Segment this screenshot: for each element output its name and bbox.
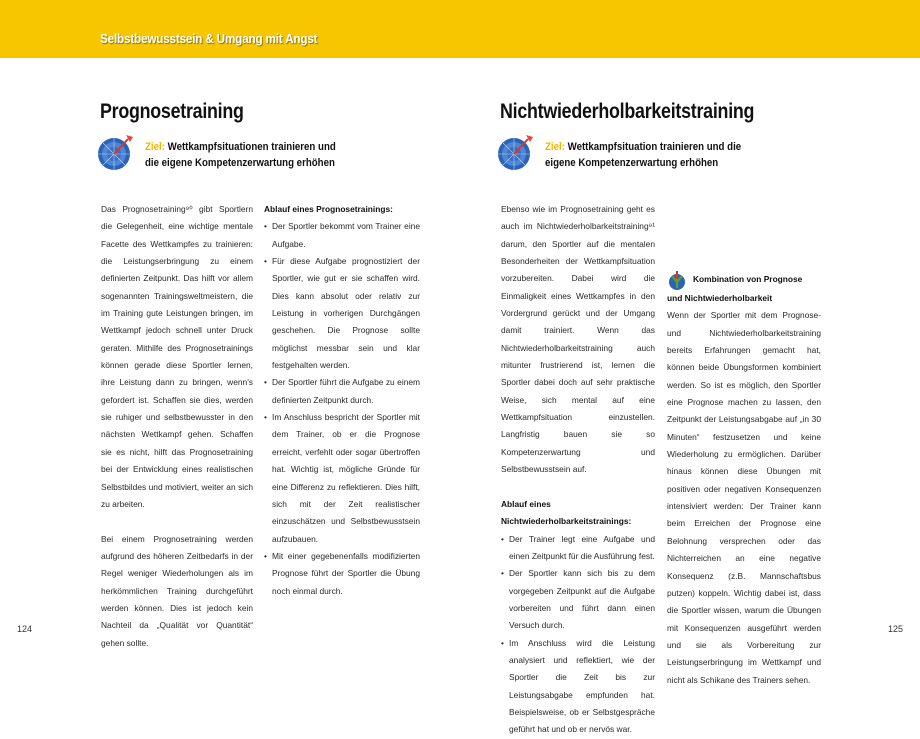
list-item: • Im Anschluss wird die Leistung analysiert und reflektiert, wie der Sportler die Zeit bis zur Leistungsabgabe empfunden hat. Beispielsweise, ob er Selbstgespräche geführt hat und ob er nervös war.: [501, 635, 655, 704]
dartboard-icon: [496, 132, 536, 172]
combination-heading: [667, 270, 821, 290]
section-title-prognosetraining: Prognosetraining: [100, 100, 244, 123]
page-number-left: 124: [17, 624, 33, 634]
goal-line-2: eigene Kompetenzerwartung erhöhen: [545, 157, 719, 169]
right-column-1: [501, 201, 655, 735]
procedure-heading: Ablauf eines Prognosetrainings:: [264, 204, 393, 214]
page-number-right: 125: [888, 624, 904, 634]
goal-line-1: Wettkampfsituationen trainieren und: [167, 141, 336, 153]
section-title-nichtwiederholbarkeitstraining: Nichtwiederholbarkeitstraining: [500, 100, 755, 123]
procedure-heading: Ablauf eines: [501, 498, 551, 509]
paragraph: Ebenso wie im Prognosetraining geht es auch im Nichtwiederholbarkeitstraining⁹¹ darum, den Sportler auf die mentalen Besonderheiten der Wettkampfsituation vorzubereiten. Dabei wird die Einmaligkeit eines Wettkampfes in den Vordergrund gerückt und der Umgang damit trainiert. Wenn das Nichtwiederholbarkeitstraining auch mitunter frustrierend ist, lernen die Sportler dabei doch auf sehr praktische Weise, sich mental auf eine Wettkampfsituation einzustellen. Langfristig bauen sie so Kompetenzerwartung und Selbstbewusstsein auf.: [501, 204, 655, 475]
goal-statement: [545, 139, 741, 171]
goal-label: Ziel:: [545, 141, 565, 153]
left-column-2: [264, 201, 420, 600]
combination-icon: [667, 270, 687, 290]
list-item: • Im Anschluss bespricht der Sportler mit dem Trainer, ob er die Prognose erreicht, verfehlt oder sogar übertroffen hat. Wichtig ist, mögliche Gründe für eine Differenz zu reflektieren. Dies hilft, sich mit der Zeit realistischer einzuschätzen und Selbstbewusstsein aufzubauen.: [264, 409, 420, 548]
goal-label: Ziel:: [145, 141, 165, 153]
list-item: • Der Sportler kann sich bis zu dem vorgegeben Zeitpunkt auf die Aufgabe vorbereiten und führt dann einen Versuch durch.: [501, 565, 655, 634]
chapter-title: Selbstbewusstsein & Umgang mit Angst: [100, 31, 318, 46]
list-item: • Der Sportler bekommt vom Trainer eine Aufgabe.: [264, 218, 420, 253]
paragraph: Bei einem Prognosetraining werden aufgrund des höheren Zeitbedarfs in der Regel weniger Wiederholungen als im herkömmlichen Training durchgeführt werden können. Dies ist jedoch kein Nachteil da „Qualität vor Quantität“ gehen sollte.: [101, 533, 253, 648]
chapter-header-bar: [0, 0, 920, 58]
list-item: • Der Sportler führt die Aufgabe zu einem definierten Zeitpunkt durch.: [264, 374, 420, 409]
list-continuation-spacer: [667, 201, 821, 253]
paragraph: Das Prognosetraining⁹⁰ gibt Sportlern die Gelegenheit, eine wichtige mentale Facette des Wettkampfes zu trainieren: die Leistungserbringung zu einem definierten Zeitpunkt. Das hilft vor allem sogenannten Trainingsweltmeistern, die im Training gute Leistungen bringen, im Wettkampf jedoch schnell unter Druck geraten. Mithilfe des Prognosetrainings können gerade diese Sportler lernen, ihre Leistung dann zu bringen, wenn's gefordert ist. Schaffen sie dies, werden sie ruhiger und selbstbewusster in den nächsten Wettkampf gehen. Schaffen sie es nicht, hilft das Prognosetraining bei der Entwicklung eines realistischen Selbstbildes und motiviert, weiter an sich zu arbeiten.: [101, 204, 253, 509]
dartboard-icon: [96, 132, 136, 172]
left-column-1: [101, 201, 253, 652]
goal-line-1: Wettkampfsituation trainieren und die: [567, 141, 742, 153]
procedure-list: [501, 531, 655, 735]
procedure-list: [264, 218, 420, 600]
paragraph: Wenn der Sportler mit dem Prognose- und Nichtwiederholbarkeitstraining bereits Erfahrungen gemacht hat, können beide Übungsformen kombiniert werden. So ist es möglich, den Sportler eine Prognose machen zu lassen, den Zeitpunkt der Leistungsabgabe auf „in 30 Minuten“ festzusetzen und keine Wiederholung zu ermöglichen. Darüber hinaus können diese Übungen mit positiven oder negativen Konsequenzen intensiviert werden: Der Trainer kann beim Erreichen der Prognose eine Belohnung versprechen oder das Nichterreichen an eine negative Konsequenz (z.B. Mannschaftsbus putzen) koppeln. Wichtig dabei ist, dass die Sportler wissen, warum die Übungen mit Konsequenzen ausgeführt werden und sie als Vorbereitung zur Leistungserbringung im Wettkampf und nicht als Schikane des Trainers sehen.: [667, 310, 821, 685]
list-item: • Für diese Aufgabe prognostiziert der Sportler, wie gut er sie schaffen wird. Dies kann absolut oder relativ zur Leistung in vorherigen Durchgängen geschehen. Die Prognose sollte möglichst messbar sein und klar festgehalten werden.: [264, 253, 420, 374]
procedure-heading-2: Nichtwiederholbarkeitstrainings:: [501, 516, 632, 527]
right-column-2: [667, 201, 821, 689]
combination-heading-line-2: und Nichtwiederholbarkeit: [667, 293, 773, 303]
goal-line-2: die eigene Kompetenzerwartung erhöhen: [145, 157, 335, 169]
list-item: • Der Trainer legt eine Aufgabe und einen Zeitpunkt für die Ausführung fest.: [501, 531, 655, 566]
goal-statement: [145, 139, 336, 171]
combination-heading-line-1: Kombination von Prognose: [693, 274, 803, 285]
list-item: • Mit einer gegebenenfalls modifizierten Prognose führt der Sportler die Übung noch einmal durch.: [264, 548, 420, 600]
